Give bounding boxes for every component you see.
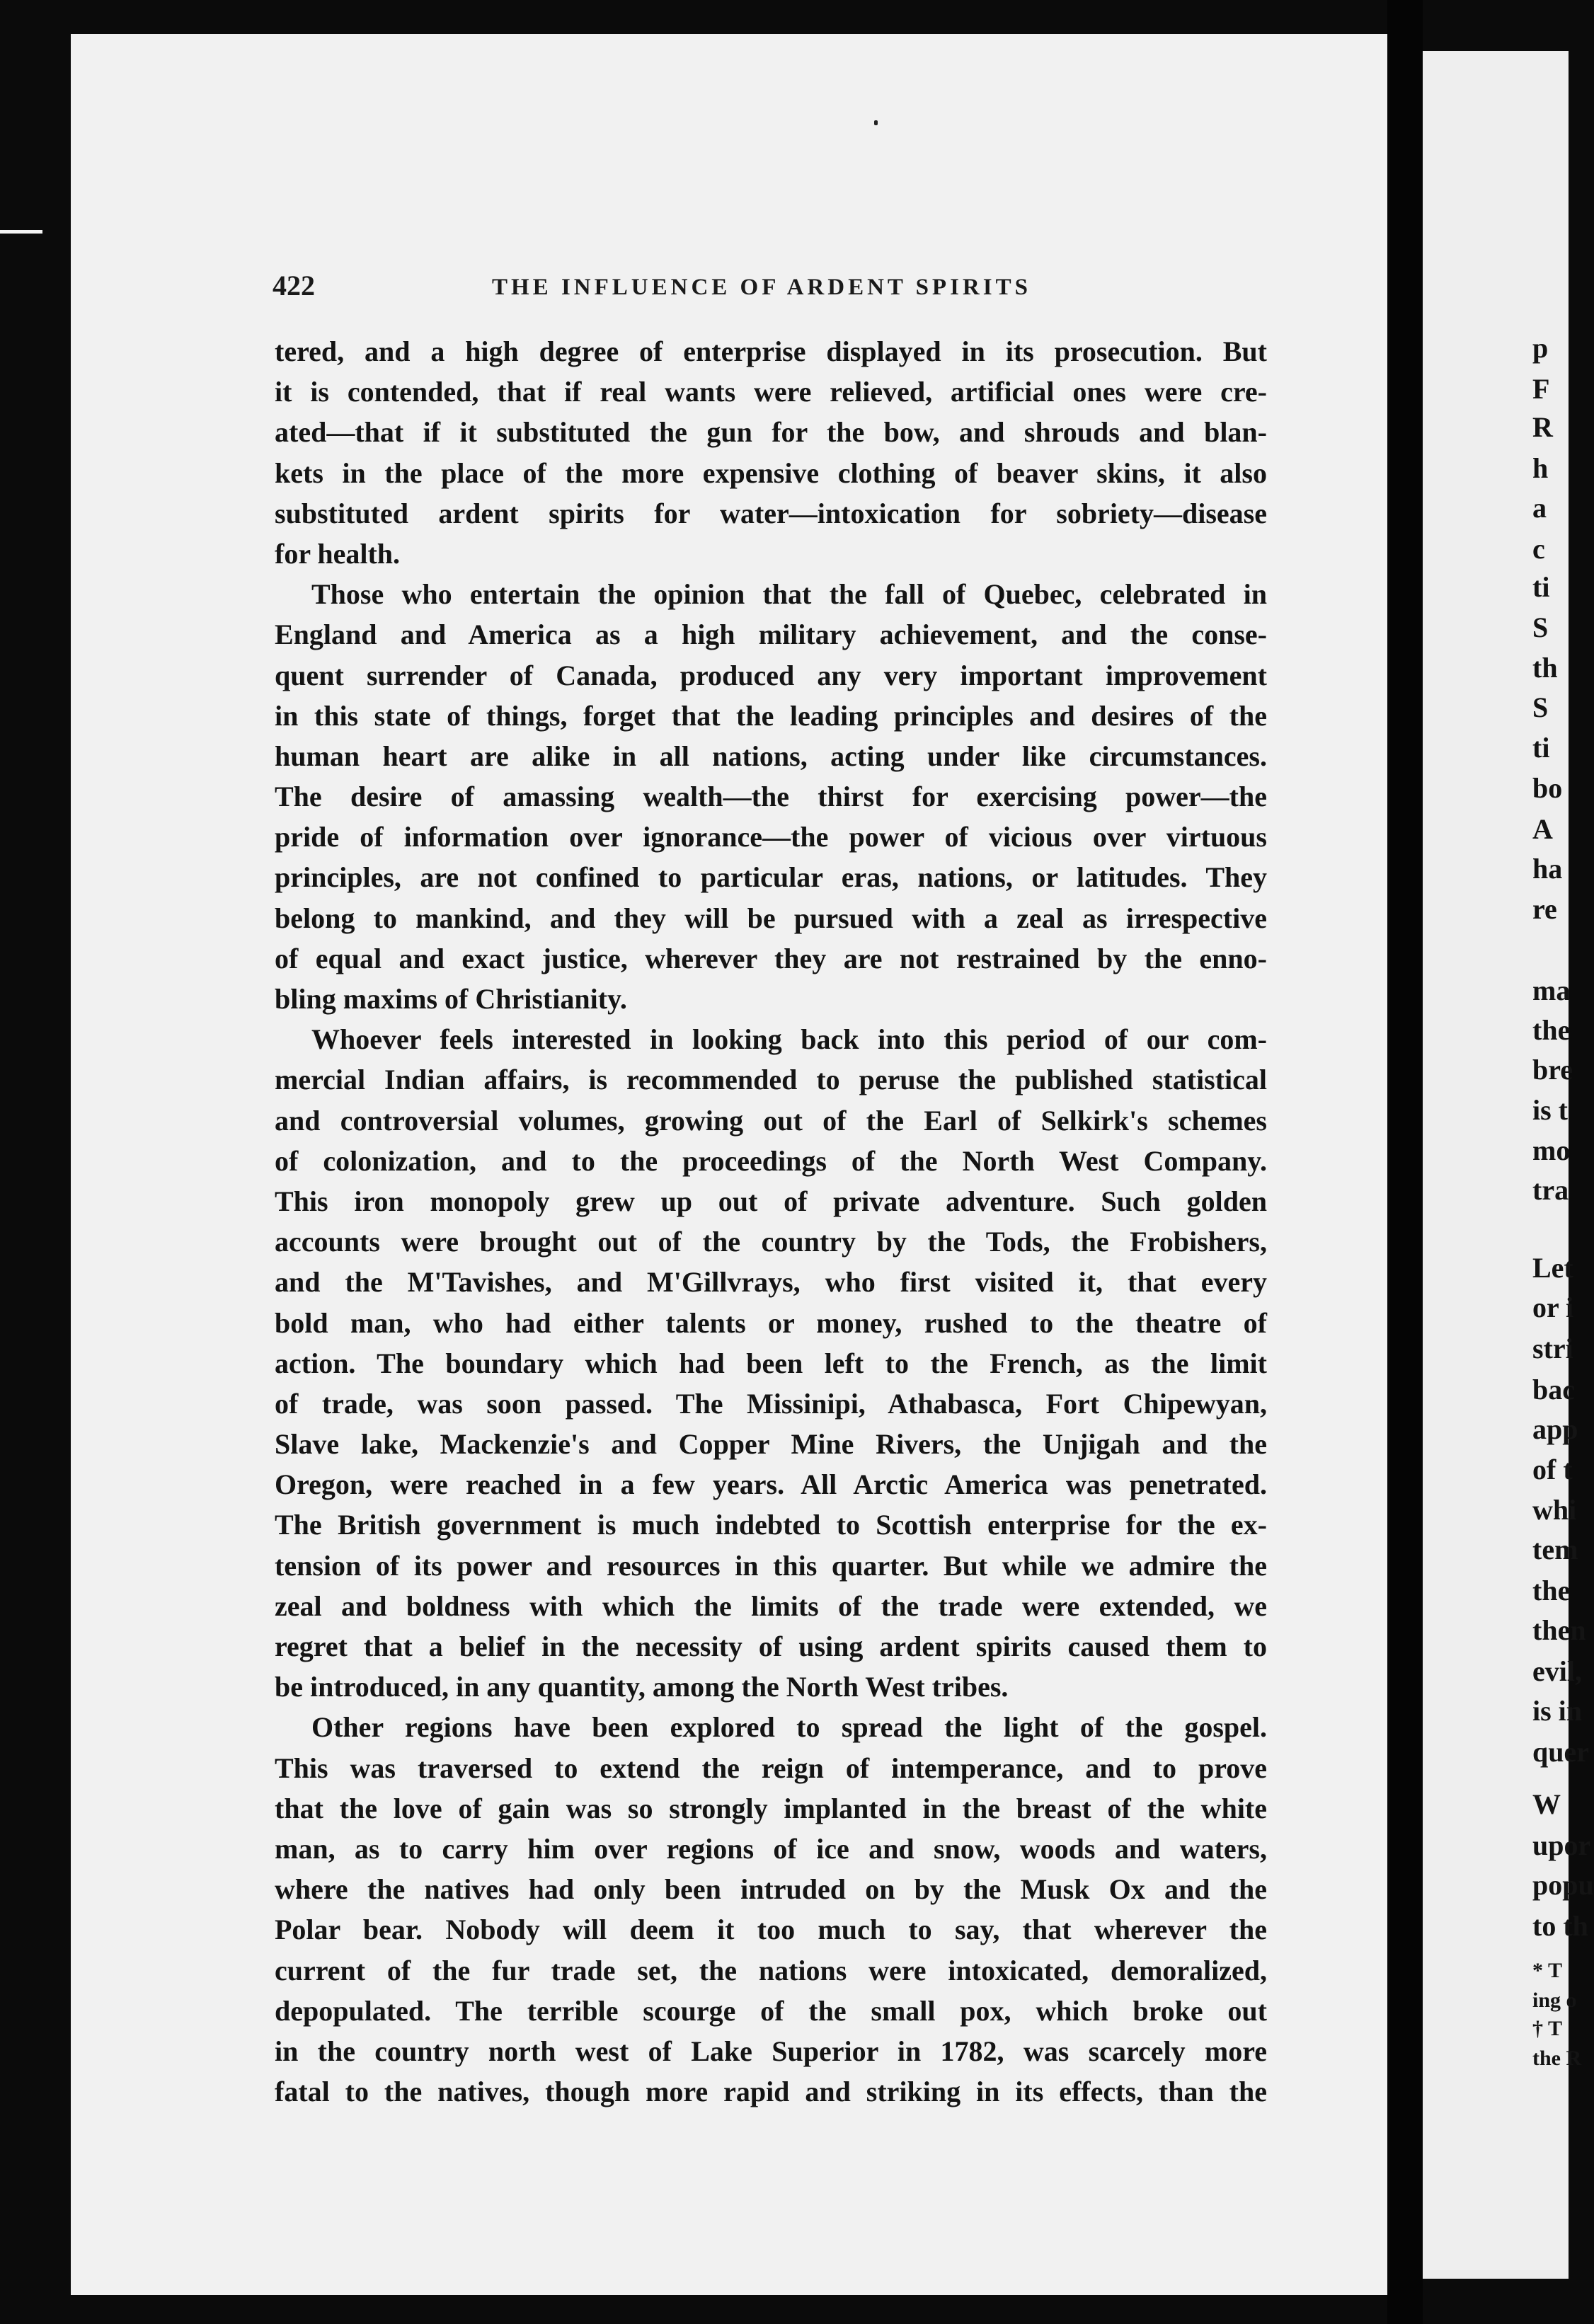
- right-page-fragment: ha: [1532, 853, 1563, 885]
- text-line: of colonization, and to the proceedings of the North West Company.: [275, 1144, 1267, 1177]
- text-line: for health.: [275, 537, 401, 570]
- right-page-fragment: * T: [1532, 1959, 1562, 1982]
- right-page-fragment: bre: [1532, 1054, 1573, 1086]
- text-line: Whoever feels interested in looking back into this period of our com-: [311, 1023, 1267, 1056]
- text-line: belong to mankind, and they will be pursued with a zeal as irrespective: [275, 902, 1267, 934]
- right-page-fragment: then: [1532, 1614, 1586, 1646]
- text-line: current of the fur trade set, the nations were intoxicated, demoralized,: [275, 1954, 1267, 1986]
- text-line: This iron monopoly grew up out of private adventure. Such golden: [275, 1185, 1267, 1217]
- right-page-fragment: a: [1532, 492, 1547, 524]
- text-line: in the country north west of Lake Superior in 1782, was scarcely more: [275, 2035, 1267, 2067]
- right-page-fragment: the: [1532, 1014, 1571, 1046]
- right-page-fragment: S: [1532, 611, 1549, 643]
- text-line: mercial Indian affairs, is recommended to peruse the published statistical: [275, 1064, 1267, 1096]
- right-page-fragment: tem: [1532, 1534, 1578, 1565]
- text-line: The desire of amassing wealth—the thirst for exercising power—the: [275, 781, 1267, 813]
- right-page-fragment: is in: [1532, 1695, 1583, 1727]
- text-line: Slave lake, Mackenzie's and Copper Mine Rivers, the Unjigah and the: [275, 1428, 1267, 1461]
- right-page-fragment: p: [1532, 332, 1549, 364]
- text-line: it is contended, that if real wants were relieved, artificial ones were cre-: [275, 376, 1267, 408]
- right-page-fragment: whi: [1532, 1494, 1577, 1526]
- running-head: [273, 269, 1263, 311]
- text-line: substituted ardent spirits for water—intoxication for sobriety—disease: [275, 497, 1267, 529]
- text-line: bling maxims of Christianity.: [275, 983, 627, 1015]
- text-line: zeal and boldness with which the limits of the trade were extended, we: [275, 1589, 1267, 1622]
- right-page-fragment: R: [1532, 411, 1553, 443]
- right-page-fragment: to th: [1532, 1910, 1588, 1942]
- right-page-fragment: the R: [1532, 2047, 1582, 2070]
- right-page-fragment: h: [1532, 452, 1549, 484]
- text-line: human heart are alike in all nations, acting under like circumstances.: [275, 740, 1267, 772]
- page-number: 422: [273, 270, 315, 301]
- text-line: tered, and a high degree of enterprise displayed in its prosecution. But: [275, 335, 1267, 367]
- right-page-fragment: upor: [1532, 1829, 1591, 1861]
- right-page-fragment: popu: [1532, 1869, 1594, 1901]
- text-line: that the love of gain was so strongly implanted in the breast of the white: [275, 1792, 1267, 1824]
- right-page-fragment: ti: [1532, 732, 1550, 764]
- text-line: England and America as a high military achievement, and the conse-: [275, 619, 1267, 651]
- running-head-title: THE INFLUENCE OF ARDENT SPIRITS: [492, 275, 1031, 300]
- right-page-fragment: † T: [1532, 2017, 1562, 2040]
- text-line: of equal and exact justice, wherever they are not restrained by the enno-: [275, 942, 1267, 974]
- right-page-fragment: th: [1532, 652, 1558, 684]
- text-line: kets in the place of the more expensive clothing of beaver skins, it also: [275, 456, 1267, 489]
- text-line: pride of information over ignorance—the power of vicious over virtuous: [275, 821, 1267, 853]
- right-page-fragment: bo: [1532, 772, 1563, 804]
- right-page-fragment: ma: [1532, 974, 1571, 1006]
- text-line: depopulated. The terrible scourge of the small pox, which broke out: [275, 1994, 1267, 2027]
- right-page-fragment: tra: [1532, 1174, 1569, 1206]
- text-line: action. The boundary which had been left to the French, as the limit: [275, 1347, 1267, 1379]
- right-page-fragment: W: [1532, 1788, 1561, 1820]
- text-line: and the M'Tavishes, and M'Gillvrays, who first visited it, that every: [275, 1266, 1267, 1299]
- right-page-fragment: c: [1532, 533, 1545, 565]
- text-line: bold man, who had either talents or money, rushed to the theatre of: [275, 1306, 1267, 1339]
- text-line: Polar bear. Nobody will deem it too much to say, that wherever the: [275, 1914, 1267, 1946]
- right-page-fragment: ti: [1532, 571, 1550, 603]
- book-gutter: [1387, 0, 1423, 2324]
- right-page-fragment: is t: [1532, 1094, 1568, 1126]
- right-page-fragment: bac: [1532, 1374, 1575, 1405]
- ink-speck: [874, 120, 878, 125]
- text-line: in this state of things, forget that the leading principles and desires of the: [275, 699, 1267, 732]
- text-line: of trade, was soon passed. The Missinipi, Athabasca, Fort Chipewyan,: [275, 1387, 1267, 1420]
- text-line: regret that a belief in the necessity of using ardent spirits caused them to: [275, 1630, 1267, 1662]
- text-line: ated—that if it substituted the gun for the bow, and shrouds and blan-: [275, 416, 1267, 449]
- text-line: quent surrender of Canada, produced any very important improvement: [275, 659, 1267, 691]
- text-line: where the natives had only been intruded on by the Musk Ox and the: [275, 1873, 1267, 1906]
- right-page-fragment: F: [1532, 373, 1550, 405]
- right-page-fragment: stri: [1532, 1333, 1573, 1364]
- text-line: principles, are not confined to particular eras, nations, or latitudes. They: [275, 861, 1267, 894]
- text-line: tension of its power and resources in this quarter. But while we admire the: [275, 1549, 1267, 1582]
- text-line: man, as to carry him over regions of ice and snow, woods and waters,: [275, 1832, 1267, 1865]
- right-page-fragment: evil,: [1532, 1655, 1582, 1687]
- text-line: fatal to the natives, though more rapid and striking in its effects, than the: [275, 2076, 1267, 2108]
- text-line: This was traversed to extend the reign of intemperance, and to prove: [275, 1751, 1267, 1784]
- right-page-fragment: S: [1532, 691, 1549, 723]
- text-line: be introduced, in any quantity, among the North West tribes.: [275, 1671, 1009, 1703]
- right-page-fragment: ing o: [1532, 1989, 1577, 2012]
- right-page-fragment: of t: [1532, 1454, 1573, 1485]
- right-page-fragment: mo: [1532, 1134, 1571, 1166]
- right-page-fragment: the: [1532, 1575, 1571, 1606]
- text-line: Those who entertain the opinion that the fall of Quebec, celebrated in: [311, 578, 1267, 611]
- text-line: Oregon, were reached in a few years. All Arctic America was penetrated.: [275, 1468, 1267, 1501]
- right-page-fragment: re: [1532, 893, 1557, 925]
- body-text: [275, 331, 1267, 2112]
- right-page-fragment: Let: [1532, 1252, 1573, 1284]
- right-page-fragment: quer: [1532, 1736, 1589, 1768]
- text-line: and controversial volumes, growing out of the Earl of Selkirk's schemes: [275, 1104, 1267, 1137]
- text-line: accounts were brought out of the country by the Tods, the Frobishers,: [275, 1226, 1267, 1258]
- right-page-fragment: or i: [1532, 1292, 1574, 1323]
- scan-edge-mark: [0, 230, 42, 234]
- right-page-fragment: app: [1532, 1413, 1578, 1445]
- text-line: Other regions have been explored to spread the light of the gospel.: [311, 1711, 1267, 1744]
- right-page-fragment: A: [1532, 813, 1553, 845]
- text-line: The British government is much indebted to Scottish enterprise for the ex-: [275, 1509, 1267, 1541]
